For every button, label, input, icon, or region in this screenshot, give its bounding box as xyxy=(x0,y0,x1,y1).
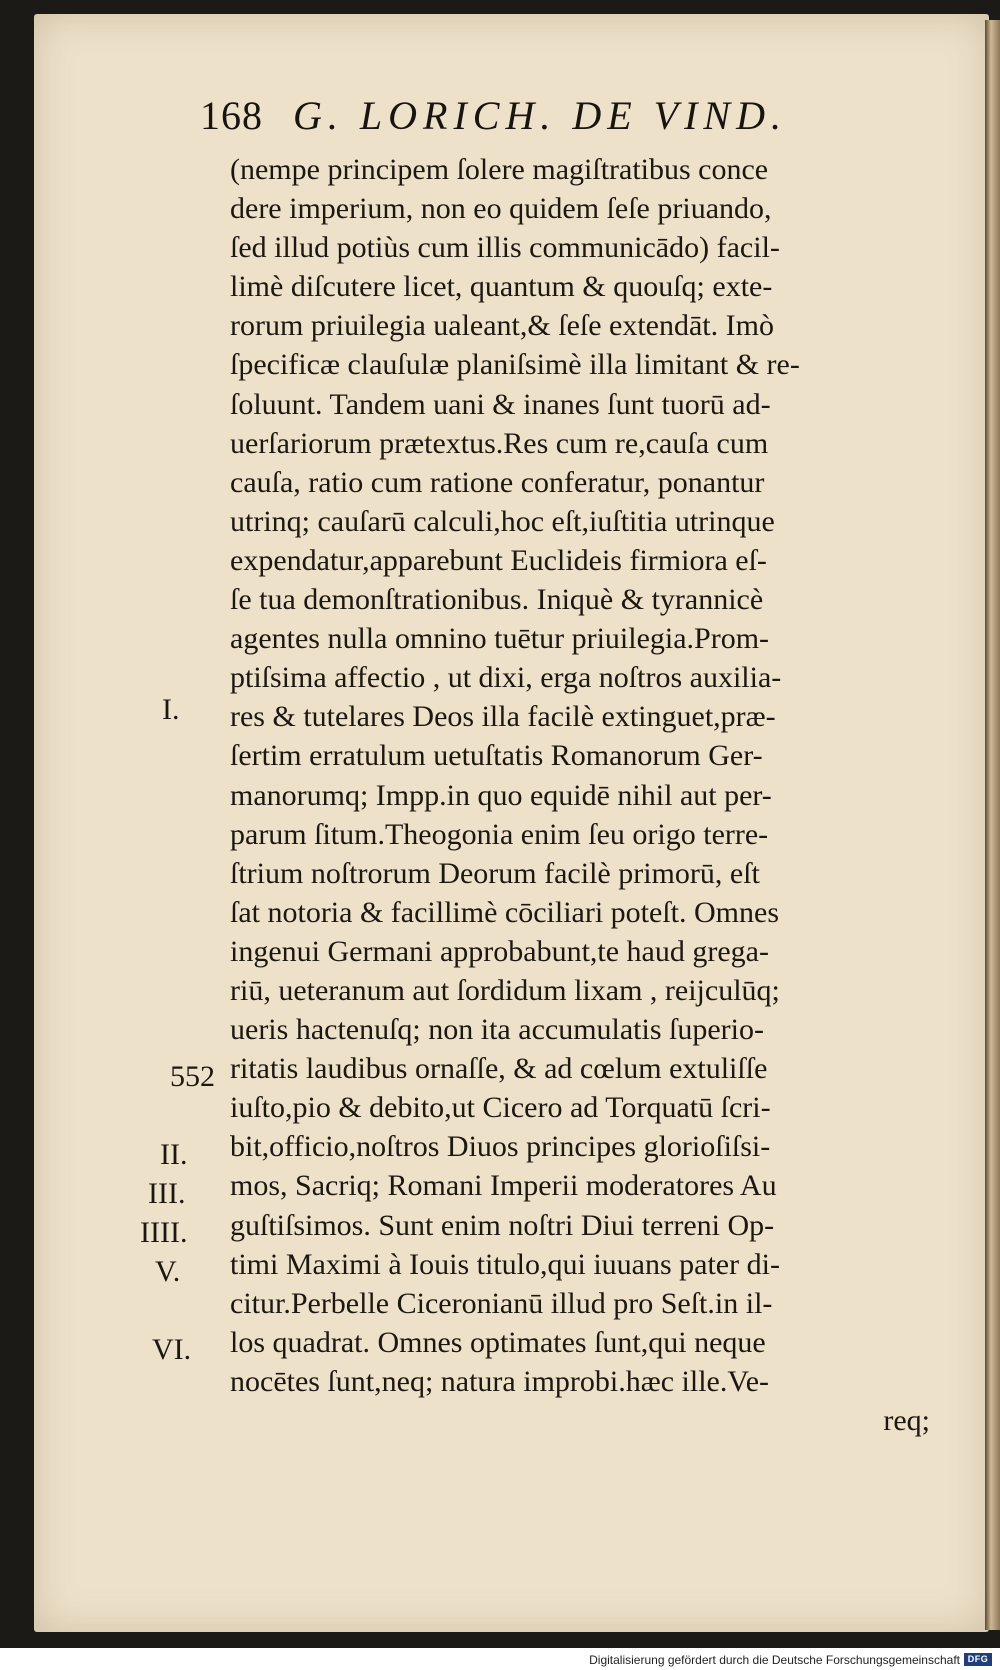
footer-credit: Digitalisierung gefördert durch die Deutsche Forschungsgemeinschaft xyxy=(589,1653,960,1667)
text-line: ſtrium noſtrorum Deorum facilè primorū, eſt xyxy=(230,856,760,890)
text-line: los quadrat. Omnes optimates ſunt,qui neque xyxy=(230,1325,766,1359)
margin-note-552: 552 xyxy=(170,1060,215,1093)
dfg-logo: DFG xyxy=(964,1653,992,1666)
page-body-text xyxy=(230,150,930,1440)
text-line: ſoluunt. Tandem uani & inanes ſunt tuorū ad- xyxy=(230,387,771,421)
text-line: timi Maximi à Iouis titulo,qui iuuans pater di- xyxy=(230,1247,780,1281)
text-line: mos, Sacriq; Romani Imperii moderatores Au xyxy=(230,1169,777,1203)
running-title: G. LORICH. DE VIND. xyxy=(293,93,787,138)
text-line: guſtiſsimos. Sunt enim noſtri Diui terreni Op- xyxy=(230,1208,775,1242)
text-line: cauſa, ratio cum ratione conferatur, ponantur xyxy=(230,465,765,499)
text-line: ſpecificæ clauſulæ planiſsimè illa limitant & re- xyxy=(230,348,800,382)
text-line: (nempe principem ſolere magiſtratibus conce xyxy=(230,153,769,186)
text-line: ſe tua demonſtrationibus. Iniquè & tyrannicè xyxy=(230,583,764,617)
text-line: ſat notoria & facillimè cōciliari poteſt. Omnes xyxy=(230,895,779,929)
text-line: ritatis laudibus ornaſſe, & ad cœlum extuliſſe xyxy=(230,1052,768,1086)
text-line: ſertim erratulum uetuſtatis Romanorum Ger- xyxy=(230,739,763,773)
text-line: citur.Perbelle Ciceronianū illud pro Seſt.in il- xyxy=(230,1286,773,1320)
text-line: ſed illud potiùs cum illis communicādo) facil- xyxy=(230,231,780,265)
text-line: expendatur,apparebunt Euclideis firmiora eſ- xyxy=(230,543,767,577)
margin-note-v: V. xyxy=(155,1255,181,1288)
text-line: manorumq; Impp.in quo equidē nihil aut per- xyxy=(230,778,772,812)
text-line: limè diſcutere licet, quantum & quouſq; exte- xyxy=(230,270,773,304)
catchword: req; xyxy=(883,1404,930,1437)
text-line: res & tutelares Deos illa facilè extinguet,præ- xyxy=(230,700,776,734)
text-line: nocētes ſunt,neq; natura improbi.hæc ille.Ve- xyxy=(230,1364,770,1398)
text-line: rorum priuilegia ualeant,& ſeſe extendāt. Imò xyxy=(230,309,774,343)
page-number: 168 xyxy=(200,93,263,138)
text-line: dere imperium, non eo quidem ſeſe priuando, xyxy=(230,192,772,226)
text-line: ptiſsima affectio , ut dixi, erga noſtros auxilia- xyxy=(230,661,782,695)
running-header xyxy=(200,92,960,144)
text-line: uerſariorum prætextus.Res cum re,cauſa cum xyxy=(230,426,769,460)
text-line: ingenui Germani approbabunt,te haud grega- xyxy=(230,934,769,968)
margin-note-iii: III. xyxy=(148,1177,186,1210)
text-line: ueris hactenuſq; non ita accumulatis ſuperio- xyxy=(230,1013,764,1047)
text-line: agentes nulla omnino tuētur priuilegia.Prom- xyxy=(230,622,770,656)
margin-note-ii: II. xyxy=(160,1138,188,1171)
footer-bar xyxy=(0,1650,1000,1670)
text-line: riū, ueteranum aut ſordidum lixam , reijculūq; xyxy=(230,973,780,1007)
page-edge xyxy=(985,20,1000,1630)
margin-note-i: I. xyxy=(162,693,180,726)
text-line: bit,officio,noſtros Diuos principes glorioſiſsi- xyxy=(230,1130,771,1164)
text-line: utrinq; cauſarū calculi,hoc eſt,iuſtitia utrinque xyxy=(230,504,775,538)
margin-note-vi: VI. xyxy=(152,1333,192,1366)
text-line: parum ſitum.Theogonia enim ſeu origo terre- xyxy=(230,817,769,851)
text-line: iuſto,pio & debito,ut Cicero ad Torquatū ſcri- xyxy=(230,1091,771,1125)
margin-note-iiii: IIII. xyxy=(140,1216,188,1249)
